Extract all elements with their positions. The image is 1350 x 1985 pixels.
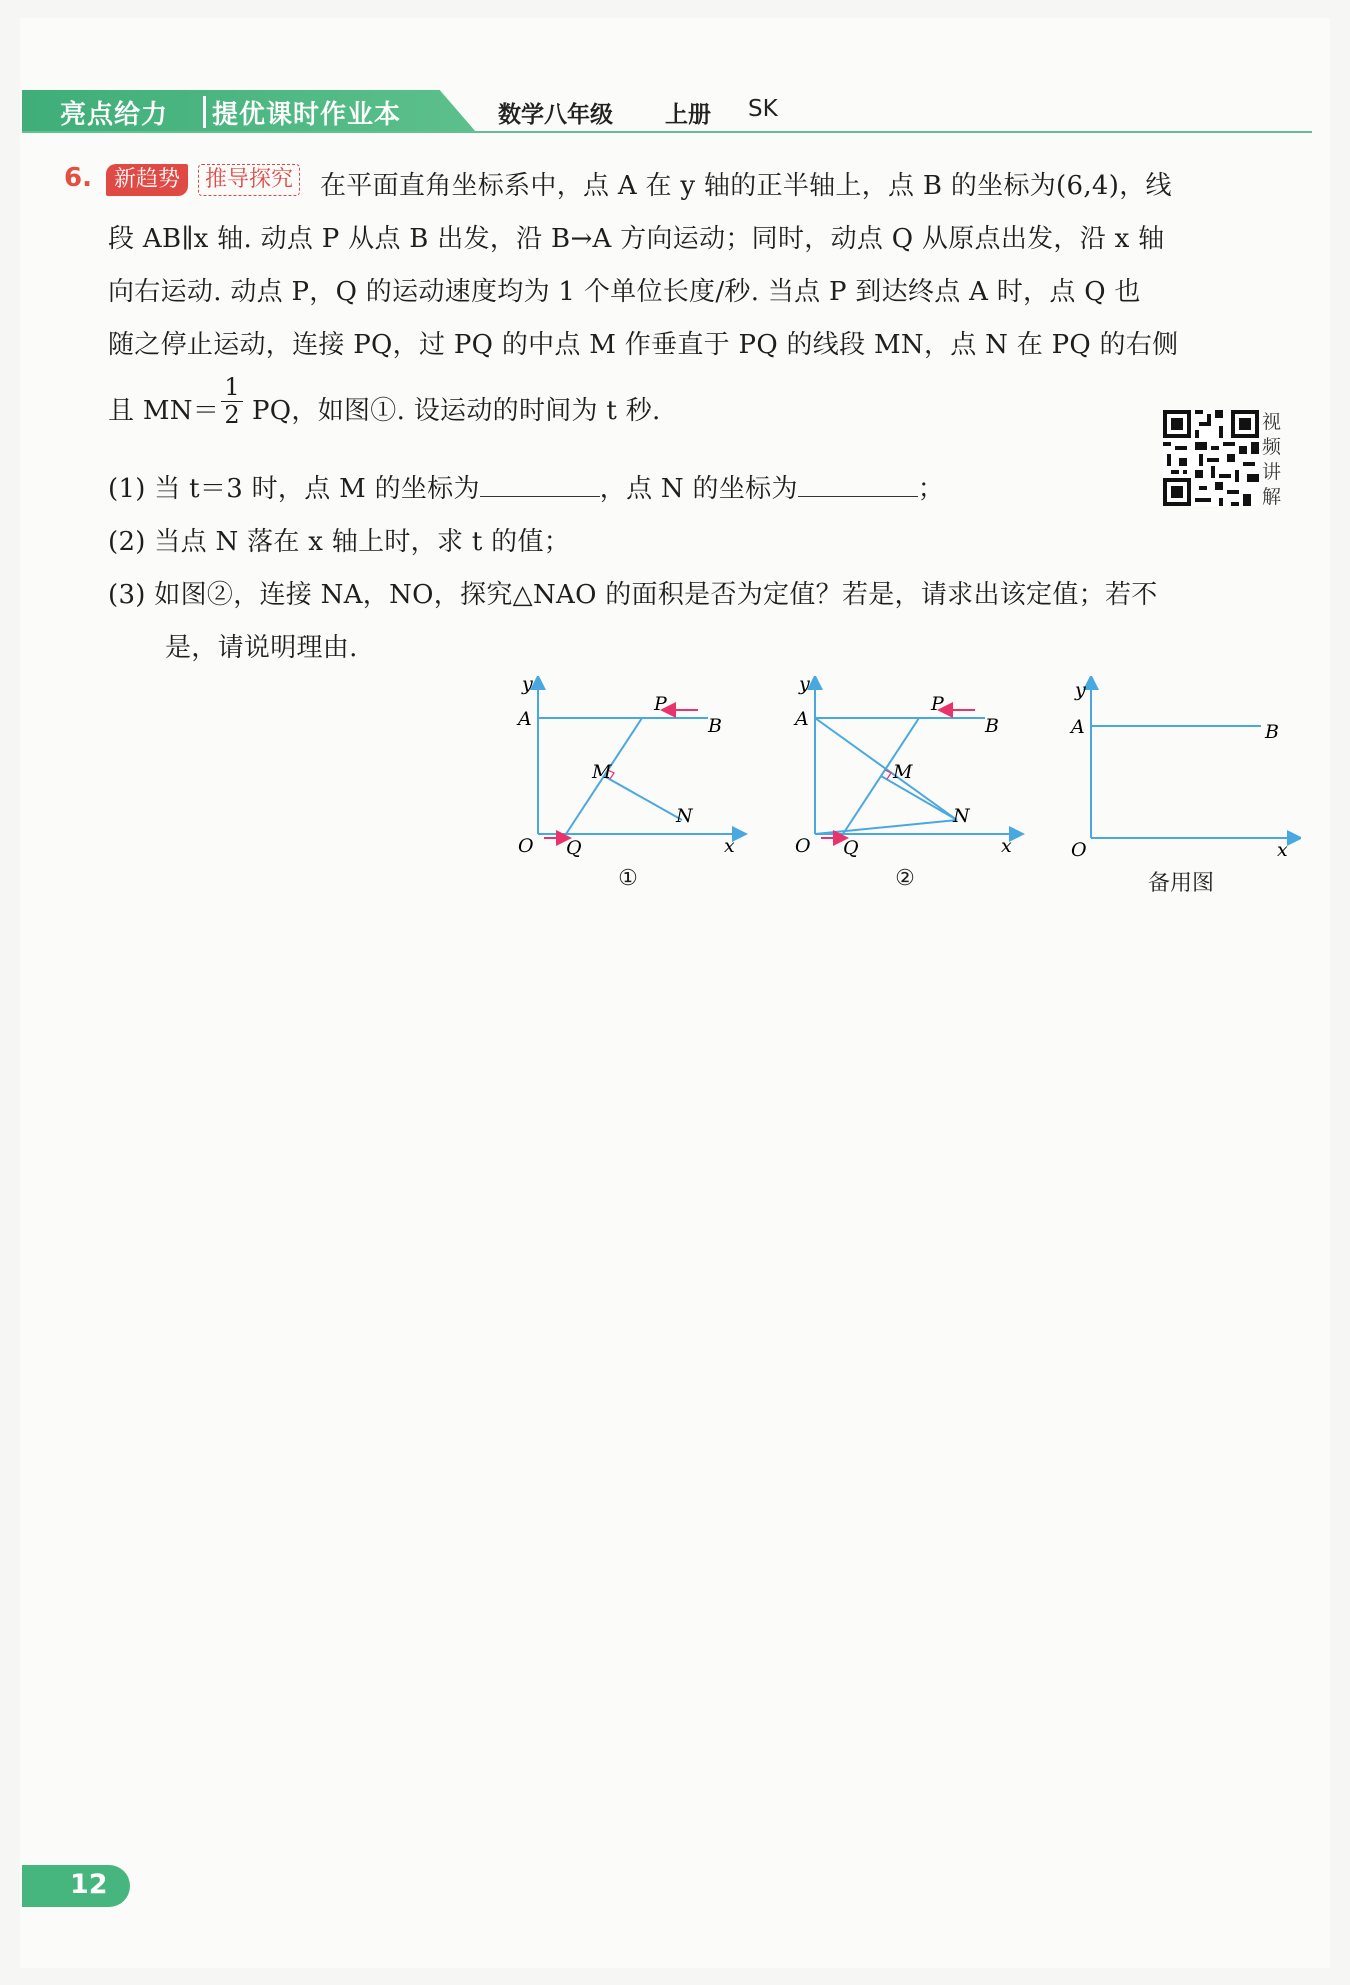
qr-caption-char: 讲 [1262, 461, 1282, 483]
header-subject: 数学八年级 [498, 102, 613, 128]
label-m: M [893, 761, 913, 783]
qr-caption-char: 解 [1262, 486, 1282, 508]
problem-line-1: 在平面直角坐标系中，点 A 在 y 轴的正半轴上，点 B 的坐标为(6,4)，线 [320, 171, 1172, 201]
answer-blank-n[interactable] [798, 474, 918, 497]
qr-caption-char: 视 [1262, 411, 1282, 433]
figure-2-caption: ② [895, 866, 915, 891]
problem-line-5-start: 且 MN＝ [108, 396, 220, 426]
header-series-title: 提优课时作业本 [212, 100, 402, 130]
answer-blank-m[interactable] [480, 474, 600, 497]
figure-1 [508, 676, 748, 866]
label-b: B [985, 715, 999, 737]
question-3-line-1: (3) 如图②，连接 NA，NO，探究△NAO 的面积是否为定值？若是，请求出该定值；若不 [108, 580, 1158, 610]
figure-2 [785, 676, 1025, 866]
qr-code-icon[interactable] [1163, 410, 1259, 506]
label-a: A [518, 708, 532, 730]
figure-1-caption: ① [618, 866, 638, 891]
page-sheet [20, 18, 1330, 1968]
label-a: A [795, 708, 809, 730]
label-q: Q [843, 837, 859, 859]
problem-line-4: 随之停止运动，连接 PQ，过 PQ 的中点 M 作垂直于 PQ 的线段 MN，点 N 在 PQ 的右侧 [108, 330, 1179, 360]
label-q: Q [566, 837, 582, 859]
question-3-line-2: 是，请说明理由. [165, 633, 358, 663]
label-o: O [1071, 839, 1087, 861]
label-y: y [522, 676, 533, 695]
question-1-text: (1) 当 t＝3 时，点 M 的坐标为 [108, 474, 480, 504]
header-edition: SK [748, 96, 778, 122]
label-a: A [1071, 716, 1085, 738]
problem-line-2: 段 AB∥x 轴. 动点 P 从点 B 出发，沿 B→A 方向运动；同时，动点 Q 从原点出发，沿 x 轴 [108, 224, 1165, 254]
figure-spare [1061, 676, 1301, 866]
tag-new-trend: 新趋势 [106, 164, 188, 196]
segment-mn [604, 776, 682, 820]
header-rule [22, 131, 1312, 133]
label-n: N [676, 805, 693, 827]
label-x: x [1001, 835, 1012, 857]
question-2: (2) 当点 N 落在 x 轴上时，求 t 的值； [108, 527, 571, 557]
label-y: y [1075, 679, 1086, 701]
segment-no [815, 820, 957, 834]
qr-caption-char: 频 [1262, 436, 1282, 458]
question-1-text-b: ，点 N 的坐标为 [599, 474, 798, 504]
fraction-one-half [221, 374, 243, 429]
header-volume: 上册 [665, 102, 711, 128]
label-o: O [795, 835, 811, 857]
question-1 [108, 468, 944, 505]
segment-na [815, 718, 957, 820]
label-x: x [1277, 839, 1288, 861]
label-b: B [708, 715, 722, 737]
figure-spare-caption: 备用图 [1147, 871, 1214, 896]
header-divider [203, 96, 206, 128]
fraction-denominator: 2 [224, 401, 240, 429]
problem-line-3: 向右运动. 动点 P，Q 的运动速度均为 1 个单位长度/秒. 当点 P 到达终点 A 时，点 Q 也 [108, 277, 1141, 307]
problem-line-5-end: PQ，如图①. 设运动的时间为 t 秒. [252, 396, 661, 426]
page-number: 12 [70, 1869, 108, 1900]
problem-number: 6. [64, 163, 92, 193]
label-p: P [931, 693, 944, 715]
question-1-end: ； [917, 474, 945, 504]
label-y: y [799, 676, 810, 695]
label-m: M [592, 761, 612, 783]
header-logo: 亮点给力 [60, 100, 169, 130]
tag-problem-type: 推导探究 [198, 164, 300, 196]
fraction-numerator: 1 [221, 374, 243, 402]
label-b: B [1265, 721, 1279, 743]
qr-caption [1262, 410, 1286, 510]
label-o: O [518, 835, 534, 857]
label-x: x [724, 835, 735, 857]
label-p: P [654, 693, 667, 715]
label-n: N [953, 805, 970, 827]
